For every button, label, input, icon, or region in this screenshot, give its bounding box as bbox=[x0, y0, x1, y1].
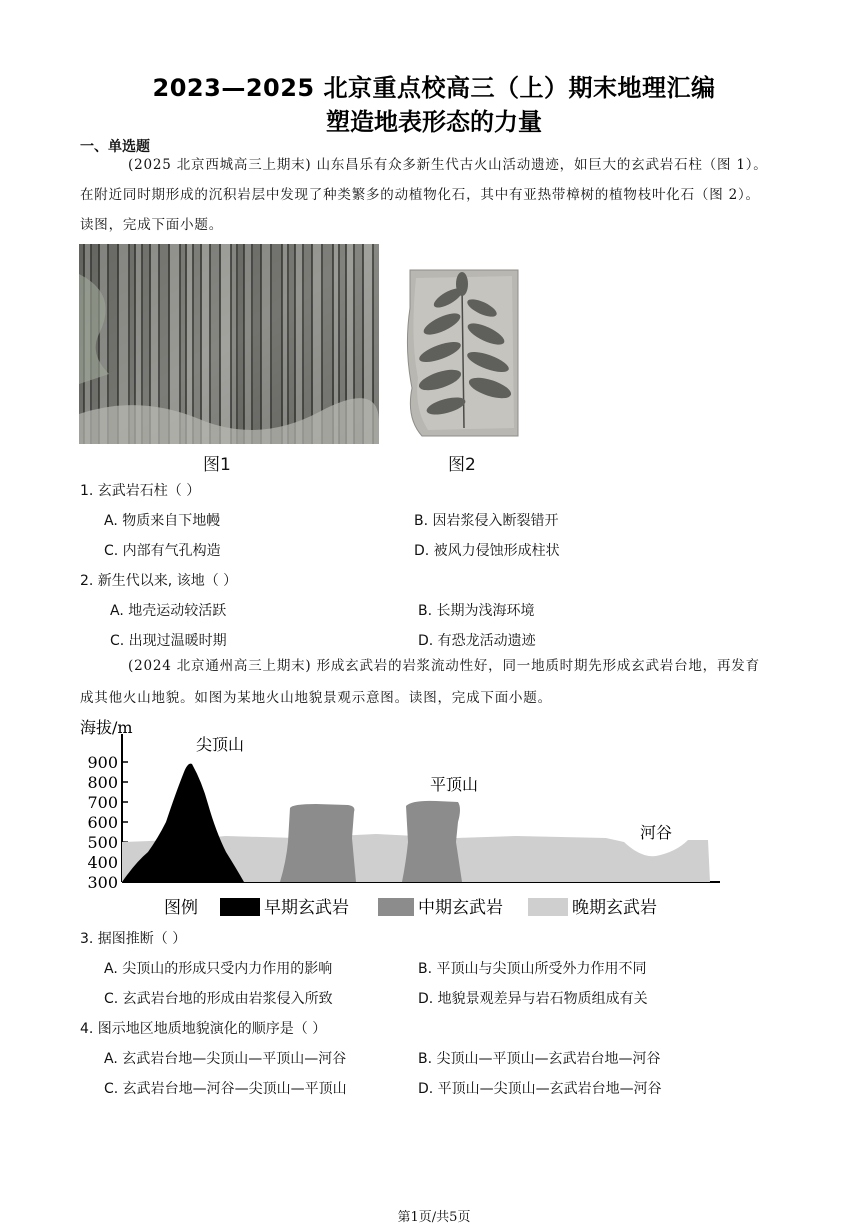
mesa-right bbox=[402, 801, 462, 882]
passage1-line-3: 读图，完成下面小题。 bbox=[80, 217, 223, 233]
question-3-option-d: D. 地貌景观差异与岩石物质组成有关 bbox=[418, 991, 648, 1007]
question-1-option-a: A. 物质来自下地幔 bbox=[104, 513, 221, 529]
question-4-option-d: D. 平顶山—尖顶山—玄武岩台地—河谷 bbox=[418, 1081, 662, 1097]
question-1-option-c: C. 内部有气孔构造 bbox=[104, 543, 221, 559]
page-number: 第1页/共5页 bbox=[397, 1210, 471, 1225]
question-4-stem: 4. 图示地区地质地貌演化的顺序是（ ） bbox=[80, 1021, 327, 1037]
y-tick-600: 600 bbox=[87, 813, 118, 832]
document-title: 2023—2025 北京重点校高三（上）期末地理汇编 bbox=[152, 74, 716, 102]
y-axis-label: 海拔/m bbox=[80, 718, 133, 737]
basalt-columns-photo bbox=[79, 244, 379, 444]
leaf-fossil-photo bbox=[402, 268, 520, 438]
mesa-left bbox=[280, 804, 356, 882]
pointed-peak bbox=[122, 764, 244, 882]
legend-title: 图例 bbox=[164, 898, 198, 918]
y-tick-800: 800 bbox=[87, 773, 118, 792]
legend-label-late: 晚期玄武岩 bbox=[572, 898, 657, 918]
legend-swatch-middle bbox=[378, 898, 414, 916]
y-tick-300: 300 bbox=[87, 873, 118, 892]
question-1-stem: 1. 玄武岩石柱（ ） bbox=[80, 483, 201, 499]
question-2-stem: 2. 新生代以来, 该地（ ） bbox=[80, 573, 238, 589]
y-tick-700: 700 bbox=[87, 793, 118, 812]
section-heading: 一、单选题 bbox=[80, 139, 150, 155]
fig2-caption: 图2 bbox=[448, 455, 476, 475]
question-1-option-b: B. 因岩浆侵入断裂错开 bbox=[414, 513, 559, 529]
mesa-label: 平顶山 bbox=[430, 775, 479, 794]
question-2-option-a: A. 地壳运动较活跃 bbox=[110, 603, 227, 619]
question-2-option-b: B. 长期为浅海环境 bbox=[418, 603, 535, 619]
question-4-option-a: A. 玄武岩台地—尖顶山—平顶山—河谷 bbox=[104, 1051, 347, 1067]
legend-swatch-early bbox=[220, 898, 260, 916]
passage1-line-2: 在附近同时期形成的沉积岩层中发现了种类繁多的动植物化石，其中有亚热带樟树的植物枝叶化石（图 2）。 bbox=[80, 187, 760, 203]
question-3-option-b: B. 平顶山与尖顶山所受外力作用不同 bbox=[418, 961, 647, 977]
question-2-option-d: D. 有恐龙活动遗迹 bbox=[418, 633, 536, 649]
question-3-option-a: A. 尖顶山的形成只受内力作用的影响 bbox=[104, 961, 333, 977]
question-2-option-c: C. 出现过温暖时期 bbox=[110, 633, 227, 649]
passage2-line-2: 成其他火山地貌。如图为某地火山地貌景观示意图。读图，完成下面小题。 bbox=[80, 690, 552, 706]
fig1-caption: 图1 bbox=[203, 455, 231, 475]
legend-label-middle: 中期玄武岩 bbox=[418, 898, 503, 918]
question-3-option-c: C. 玄武岩台地的形成由岩浆侵入所致 bbox=[104, 991, 333, 1007]
question-4-option-b: B. 尖顶山—平顶山—玄武岩台地—河谷 bbox=[418, 1051, 661, 1067]
y-tick-900: 900 bbox=[87, 753, 118, 772]
question-1-option-d: D. 被风力侵蚀形成柱状 bbox=[414, 543, 560, 559]
passage2-line-1: (2024 北京通州高三上期末) 形成玄武岩的岩浆流动性好，同一地质时期先形成玄武岩台地，再发育 bbox=[128, 658, 760, 674]
legend-swatch-late bbox=[528, 898, 568, 916]
legend-label-early: 早期玄武岩 bbox=[264, 898, 349, 918]
y-tick-400: 400 bbox=[87, 853, 118, 872]
question-3-stem: 3. 据图推断（ ） bbox=[80, 931, 187, 947]
volcanic-landform-diagram bbox=[76, 712, 796, 922]
peak-label: 尖顶山 bbox=[196, 735, 245, 754]
question-4-option-c: C. 玄武岩台地—河谷—尖顶山—平顶山 bbox=[104, 1081, 347, 1097]
valley-label: 河谷 bbox=[640, 823, 673, 842]
y-tick-500: 500 bbox=[87, 833, 118, 852]
passage1-line-1: (2025 北京西城高三上期末) 山东昌乐有众多新生代古火山活动遗迹，如巨大的玄武岩石柱（图 1）。 bbox=[128, 157, 768, 173]
document-subtitle: 塑造地表形态的力量 bbox=[326, 108, 542, 136]
